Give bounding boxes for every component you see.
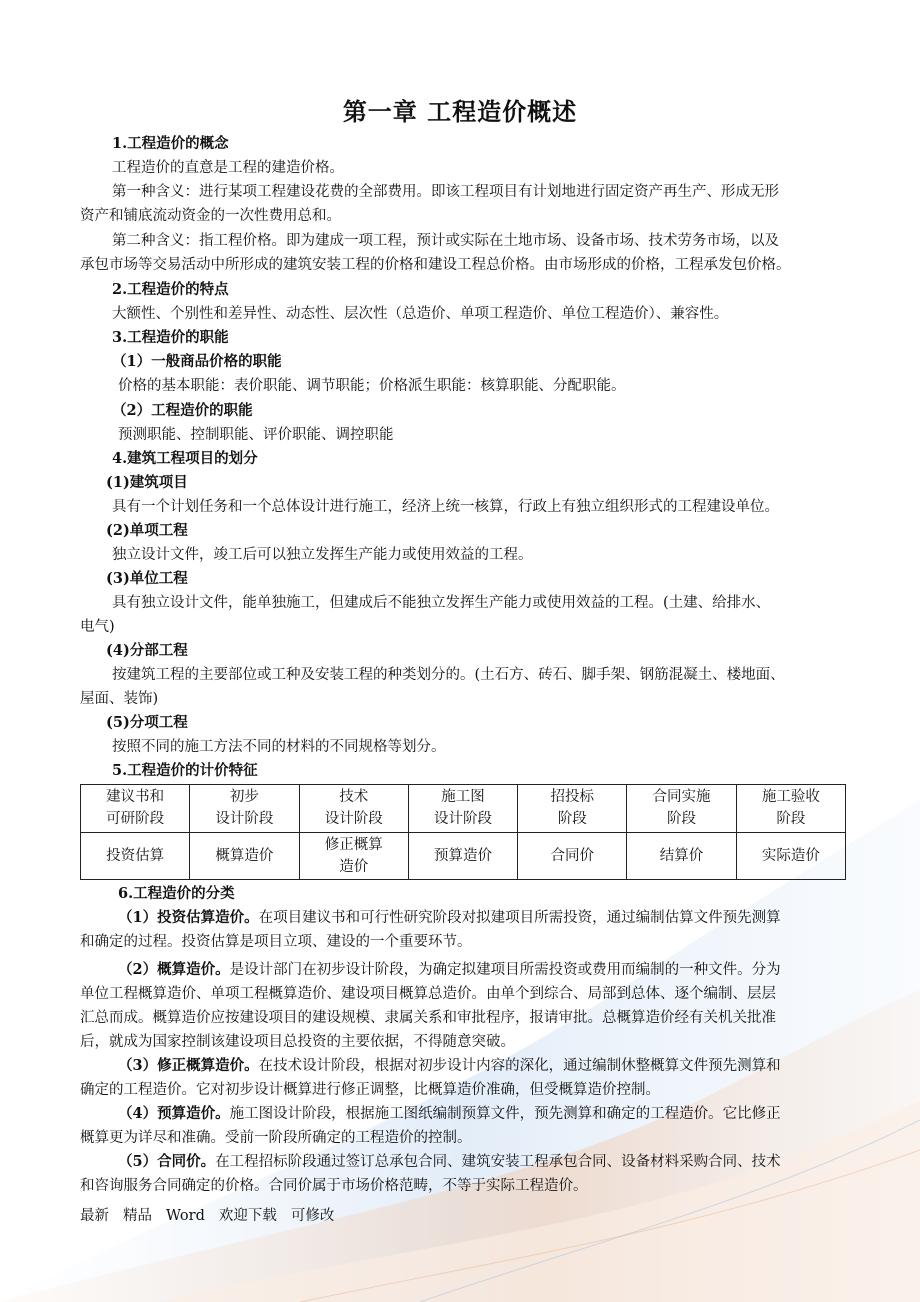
s6-c2-line3: 汇总而成。概算造价应按建设项目的建设规模、隶属关系和审批程序，报请审批。总概算造价经有关机关批准 [80,1010,776,1026]
footer-t1: 最新 [80,1208,109,1224]
s6-c1-line1: （1）投资估算造价。在项目建议书和可行性研究阶段对拟建项目所需投资，通过编制估算文件预先测算 [118,909,781,926]
s6-c3-line1: （3）修正概算造价。在技术设计阶段，根据对初步设计内容的深化，通过编制休整概算文件预先测算和 [118,1057,781,1074]
s4-item3-text-a: 具有独立设计文件，能单独施工，但建成后不能独立发挥生产能力或使用效益的工程。(土建、给排水、 [112,595,771,611]
price-cell: 合同价 [518,832,627,880]
s6-c2-line2: 单位工程概算造价、单项工程概算造价、建设项目概算总造价。由单个到综合、局部到总体、逐个编制、层层 [80,986,776,1002]
s6-c2-line1: （2）概算造价。是设计部门在初步设计阶段，为确定拟建项目所需投资或费用而编制的一种文件。分为 [118,961,781,978]
s6-c1-line2: 和确定的过程。投资估算是项目立项、建设的一个重要环节。 [80,934,472,950]
s1-p2a: 第一种含义：进行某项工程建设花费的全部费用。即该工程项目有计划地进行固定资产再生产、形成无形 [112,184,779,200]
s3-heading: 3.工程造价的职能 [112,329,229,346]
price-cell: 概算造价 [190,832,299,880]
s2-p1: 大额性、个别性和差异性、动态性、层次性（总造价、单项工程造价、单位工程造价）、兼容性。 [112,306,729,322]
stage-cell: 施工图 设计阶段 [408,785,517,833]
stage-cell: 初步 设计阶段 [190,785,299,833]
s4-item4-title: (4)分部工程 [106,642,188,659]
s4-heading: 4.建筑工程项目的划分 [112,450,258,467]
s6-c4-line2: 概算更为详尽和准确。受前一阶段所确定的工程造价的控制。 [80,1130,472,1146]
price-cell: 修正概算 造价 [299,832,408,880]
footer-t2: 精品 [123,1208,152,1224]
s6-c5-line2: 和咨询服务合同确定的价格。合同价属于市场价格范畴，不等于实际工程造价。 [80,1178,588,1194]
chapter-title: 第一章 工程造价概述 [342,97,578,126]
stage-row [81,785,846,833]
price-cell: 结算价 [627,832,736,880]
s2-heading: 2.工程造价的特点 [112,281,229,298]
price-cell: 预算造价 [408,832,517,880]
footer-t3: Word [166,1208,205,1224]
s1-p3b: 承包市场等交易活动中所形成的建筑安装工程的价格和建设工程总价格。由市场形成的价格，工程承发包价格。 [80,257,791,273]
footer-note [80,1204,348,1225]
price-cell: 实际造价 [736,832,845,880]
s4-item2-text: 独立设计文件，竣工后可以独立发挥生产能力或使用效益的工程。 [112,547,533,563]
s4-item3-title: (3)单位工程 [106,570,188,587]
s6-c5-line1: （5）合同价。在工程招标阶段通过签订总承包合同、建筑安装工程承包合同、设备材料采购合同、技术 [118,1153,781,1170]
s4-item1-text: 具有一个计划任务和一个总体设计进行施工，经济上统一核算，行政上有独立组织形式的工程建设单位。 [112,499,779,515]
s4-item4-text-a: 按建筑工程的主要部位或工种及安装工程的种类划分的。(土石方、砖石、脚手架、钢筋混凝土、楼地面、 [112,667,785,683]
s3-sub2: （2）工程造价的职能 [112,402,253,419]
s4-item5-title: (5)分项工程 [106,714,188,731]
price-row [81,832,846,880]
footer-t4: 欢迎下载 [218,1208,277,1224]
s5-heading: 5.工程造价的计价特征 [112,762,258,779]
s4-item3-text-b: 电气) [80,619,115,635]
s6-c4-line1: （4）预算造价。施工图设计阶段，根据施工图纸编制预算文件，预先测算和确定的工程造价。它比修正 [118,1105,781,1122]
s4-item4-text-b: 屋面、装饰) [80,691,159,707]
pricing-stage-table [80,784,846,880]
s6-heading: 6.工程造价的分类 [118,885,235,902]
s4-item1-title: (1)建筑项目 [106,474,188,491]
s4-item5-text: 按照不同的施工方法不同的材料的不同规格等划分。 [112,739,446,755]
footer-t5: 可修改 [290,1208,335,1224]
s3-p1: 价格的基本职能：表价职能、调节职能；价格派生职能：核算职能、分配职能。 [118,378,626,394]
s1-p3a: 第二种含义：指工程价格。即为建成一项工程，预计或实际在土地市场、设备市场、技术劳务市场，以及 [112,233,779,249]
s1-p1: 工程造价的直意是工程的建造价格。 [112,160,344,176]
price-cell: 投资估算 [81,832,190,880]
s6-c2-line4: 后，就成为国家控制该建设项目总投资的主要依据，不得随意突破。 [80,1034,515,1050]
stage-cell: 招投标 阶段 [518,785,627,833]
s1-heading: 1.工程造价的概念 [112,135,229,152]
stage-cell: 合同实施 阶段 [627,785,736,833]
s3-p2: 预测职能、控制职能、评价职能、调控职能 [118,427,394,443]
s6-c3-line2: 确定的工程造价。它对初步设计概算进行修正调整，比概算造价准确，但受概算造价控制。 [80,1082,660,1098]
stage-cell: 施工验收 阶段 [736,785,845,833]
stage-cell: 技术 设计阶段 [299,785,408,833]
s1-p2b: 资产和铺底流动资金的一次性费用总和。 [80,208,341,224]
stage-cell: 建议书和 可研阶段 [81,785,190,833]
s4-item2-title: (2)单项工程 [106,522,188,539]
s3-sub1: （1）一般商品价格的职能 [112,353,282,370]
